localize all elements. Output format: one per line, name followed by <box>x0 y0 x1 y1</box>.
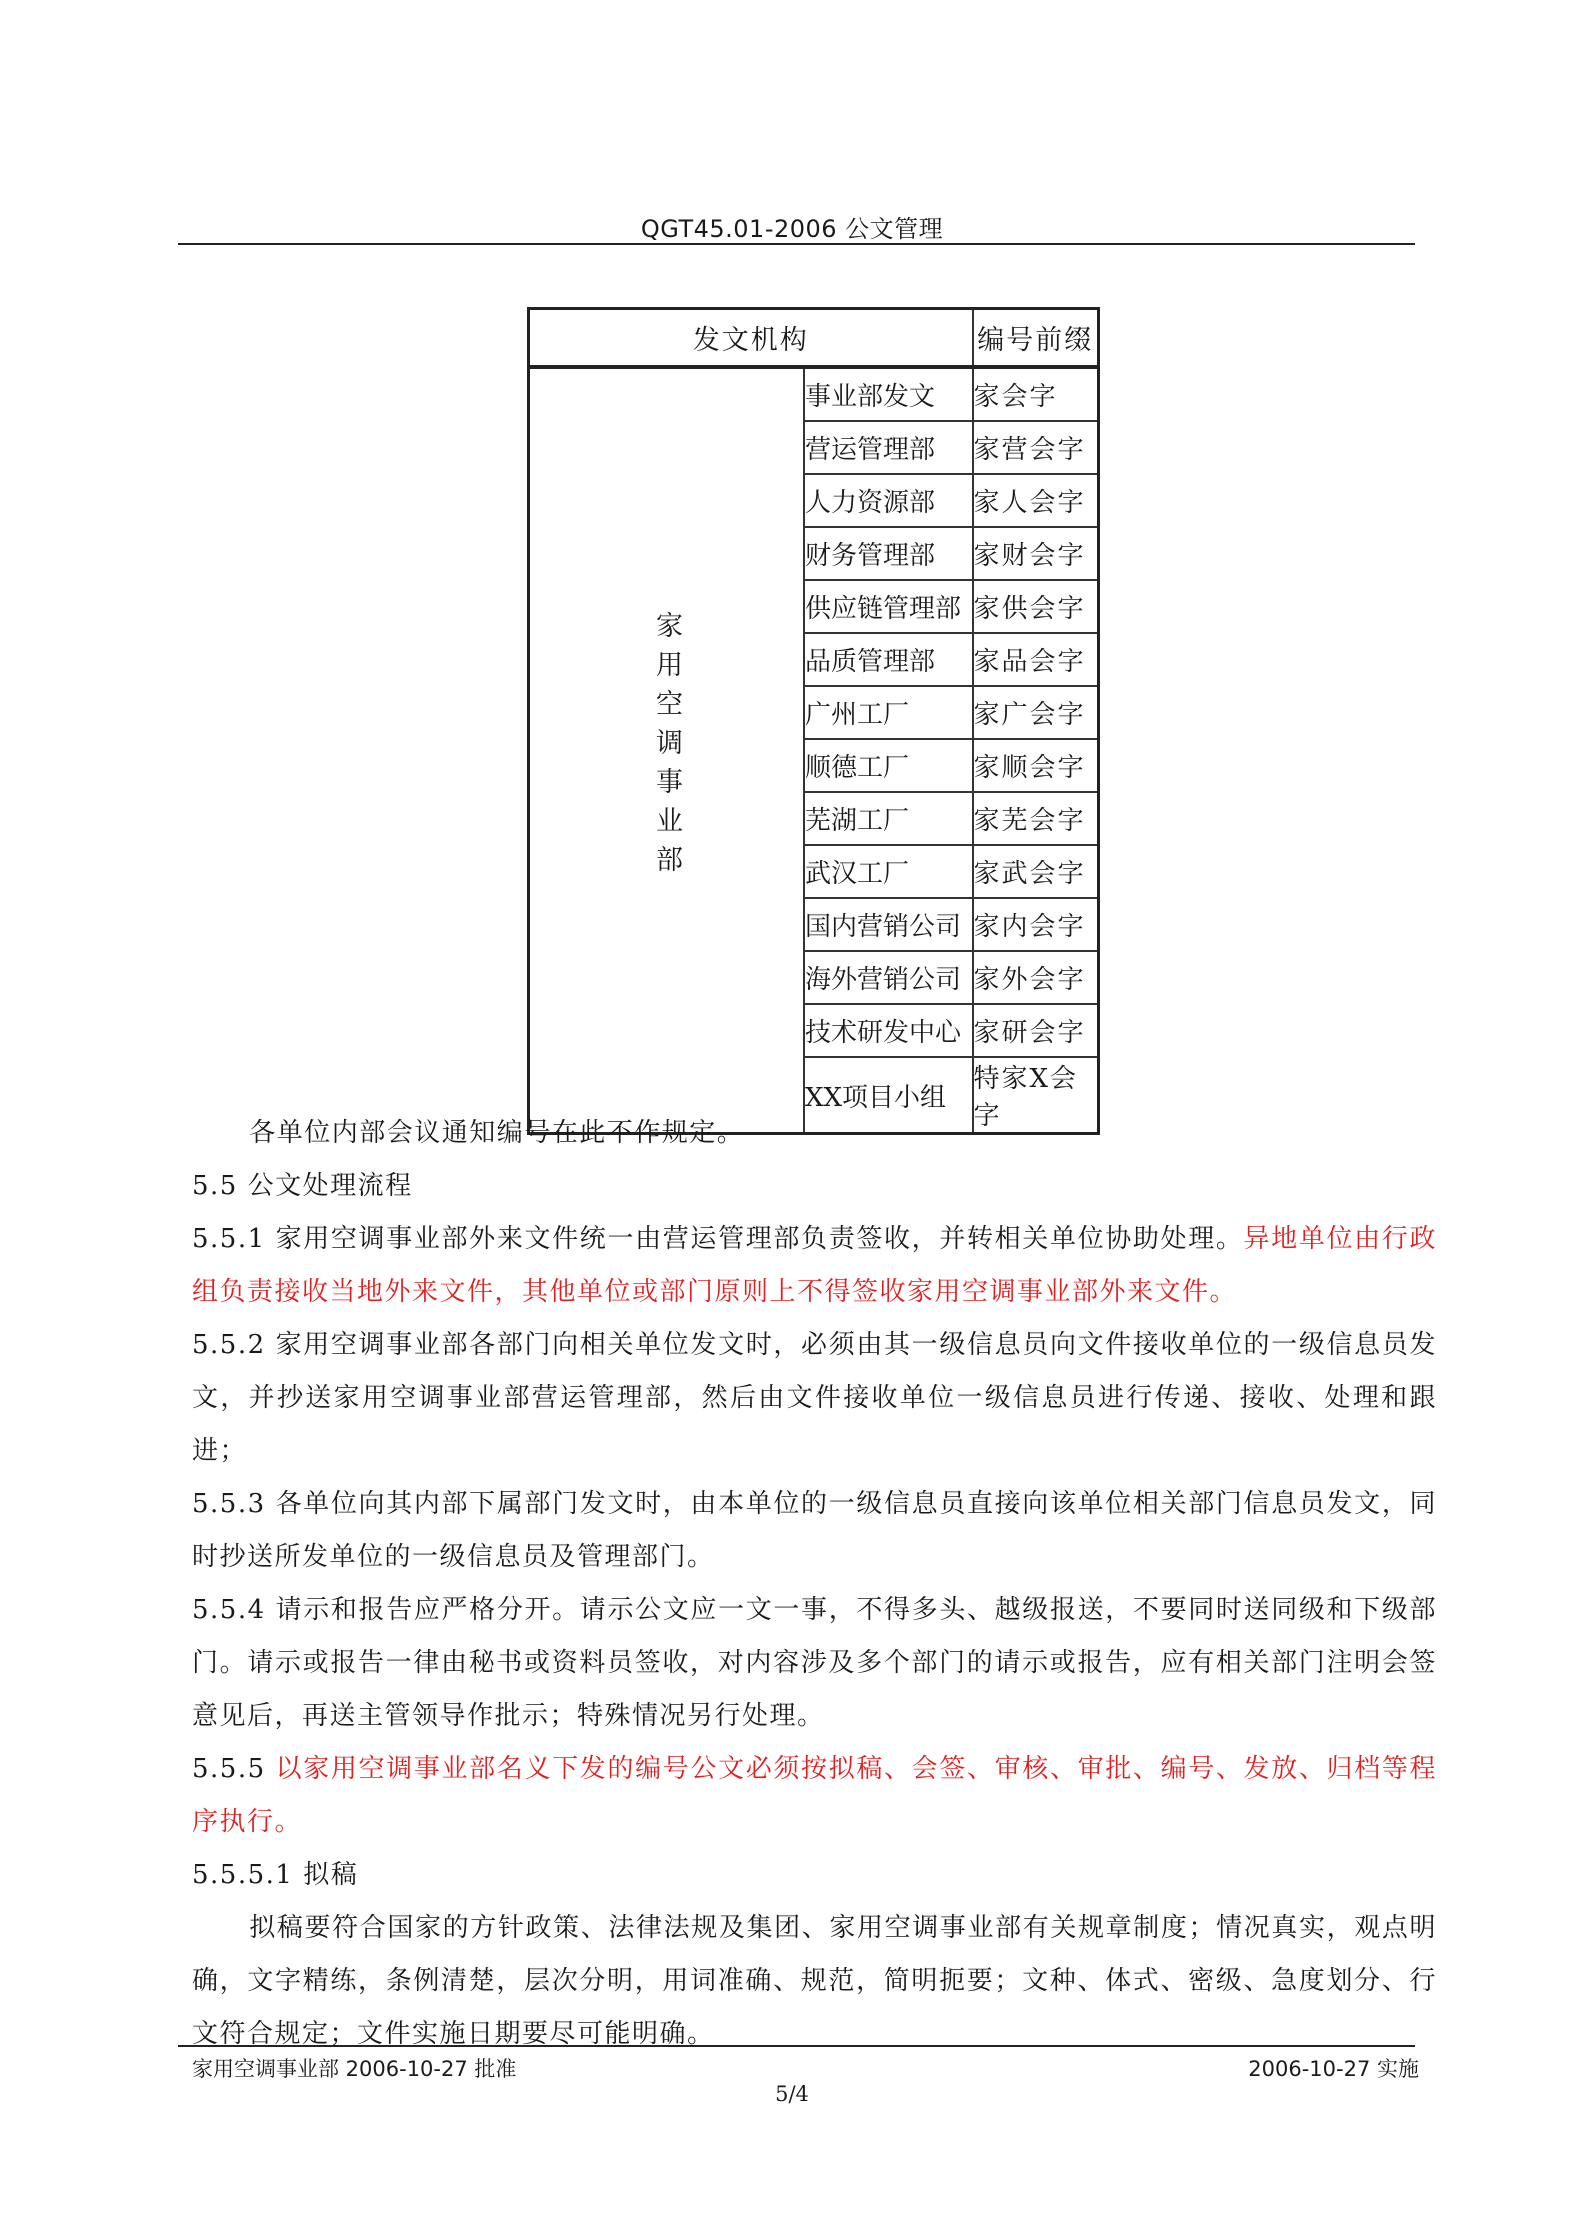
org-cell: 营运管理部 <box>804 421 973 474</box>
document-title: QGT45.01-2006 公文管理 <box>640 215 944 243</box>
org-cell: 财务管理部 <box>804 527 973 580</box>
prefix-cell: 家芜会字 <box>973 792 1099 845</box>
section-5-5-1 <box>192 1213 1437 1319</box>
org-cell: XX项目小组 <box>804 1057 973 1134</box>
org-cell: 技术研发中心 <box>804 1004 973 1057</box>
org-cell: 品质管理部 <box>804 633 973 686</box>
footer-approval: 家用空调事业部 2006-10-27 批准 <box>192 2057 517 2081</box>
header-org: 发文机构 <box>529 309 973 368</box>
org-cell: 芜湖工厂 <box>804 792 973 845</box>
prefix-cell: 家顺会字 <box>973 739 1099 792</box>
footer-divider <box>178 2045 1415 2047</box>
section-5-5-5-number: 5.5.5 <box>192 1754 276 1784</box>
prefix-table <box>527 307 1100 1135</box>
group-label: 家用空调事业部 <box>651 610 682 884</box>
prefix-cell: 家供会字 <box>973 580 1099 633</box>
section-5-5-2: 5.5.2 家用空调事业部各部门向相关单位发文时，必须由其一级信息员向文件接收单位的一级信息员发文，并抄送家用空调事业部营运管理部，然后由文件接收单位一级信息员进行传递、接收、处理和跟进； <box>192 1330 1437 1466</box>
prefix-cell: 家品会字 <box>973 633 1099 686</box>
prefix-cell: 家外会字 <box>973 951 1099 1004</box>
org-cell: 人力资源部 <box>804 474 973 527</box>
header-divider <box>178 243 1415 245</box>
prefix-cell: 家营会字 <box>973 421 1099 474</box>
table-body <box>529 367 1099 1134</box>
org-cell: 事业部发文 <box>804 367 973 421</box>
page-number: 5/4 <box>775 2082 809 2106</box>
org-cell: 武汉工厂 <box>804 845 973 898</box>
prefix-cell: 家人会字 <box>973 474 1099 527</box>
section-5-5-5 <box>192 1743 1437 1849</box>
prefix-cell: 特家X会字 <box>973 1057 1099 1134</box>
footer-effective: 2006-10-27 实施 <box>1248 2057 1419 2081</box>
org-cell: 国内营销公司 <box>804 898 973 951</box>
header-prefix: 编号前缀 <box>973 309 1099 368</box>
section-5-5-1-text: 5.5.1 家用空调事业部外来文件统一由营运管理部负责签收，并转相关单位协助处理。 <box>192 1224 1244 1254</box>
prefix-cell: 家研会字 <box>973 1004 1099 1057</box>
group-cell <box>529 367 805 1134</box>
section-5-5-5-highlight: 以家用空调事业部名义下发的编号公文必须按拟稿、会签、审核、审批、编号、发放、归档等程序执行。 <box>192 1754 1437 1837</box>
org-cell: 顺德工厂 <box>804 739 973 792</box>
org-cell: 供应链管理部 <box>804 580 973 633</box>
section-5-5-3: 5.5.3 各单位向其内部下属部门发文时，由本单位的一级信息员直接向该单位相关部门信息员发文，同时抄送所发单位的一级信息员及管理部门。 <box>192 1489 1437 1572</box>
prefix-cell: 家财会字 <box>973 527 1099 580</box>
section-5-5-5-1-title: 5.5.5.1 拟稿 <box>192 1860 359 1890</box>
document-body <box>192 1107 1437 2061</box>
prefix-cell: 家广会字 <box>973 686 1099 739</box>
section-5-5-4: 5.5.4 请示和报告应严格分开。请示公文应一文一事，不得多头、越级报送，不要同时送同级和下级部门。请示或报告一律由秘书或资料员签收，对内容涉及多个部门的请示或报告，应有相关部门注明会签意见后，再送主管领导作批示；特殊情况另行处理。 <box>192 1595 1437 1731</box>
section-5-5-1-highlight: 异地单位由行政组负责接收当地外来文件，其他单位或部门原则上不得签收家用空调事业部外来文件。 <box>192 1224 1437 1307</box>
prefix-cell: 家内会字 <box>973 898 1099 951</box>
section-5-5-5-1-text: 拟稿要符合国家的方针政策、法律法规及集团、家用空调事业部有关规章制度；情况真实，观点明确，文字精练，条例清楚，层次分明，用词准确、规范，简明扼要；文种、体式、密级、急度划分、行文符合规定；文件实施日期要尽可能明确。 <box>192 1913 1437 2049</box>
prefix-cell: 家会字 <box>973 367 1099 421</box>
note-paragraph: 各单位内部会议通知编号在此不作规定。 <box>249 1118 745 1148</box>
org-cell: 广州工厂 <box>804 686 973 739</box>
table-header-row <box>529 309 1099 368</box>
org-cell: 海外营销公司 <box>804 951 973 1004</box>
table-row <box>529 367 1099 421</box>
section-5-5-title: 5.5 公文处理流程 <box>192 1171 413 1201</box>
prefix-cell: 家武会字 <box>973 845 1099 898</box>
